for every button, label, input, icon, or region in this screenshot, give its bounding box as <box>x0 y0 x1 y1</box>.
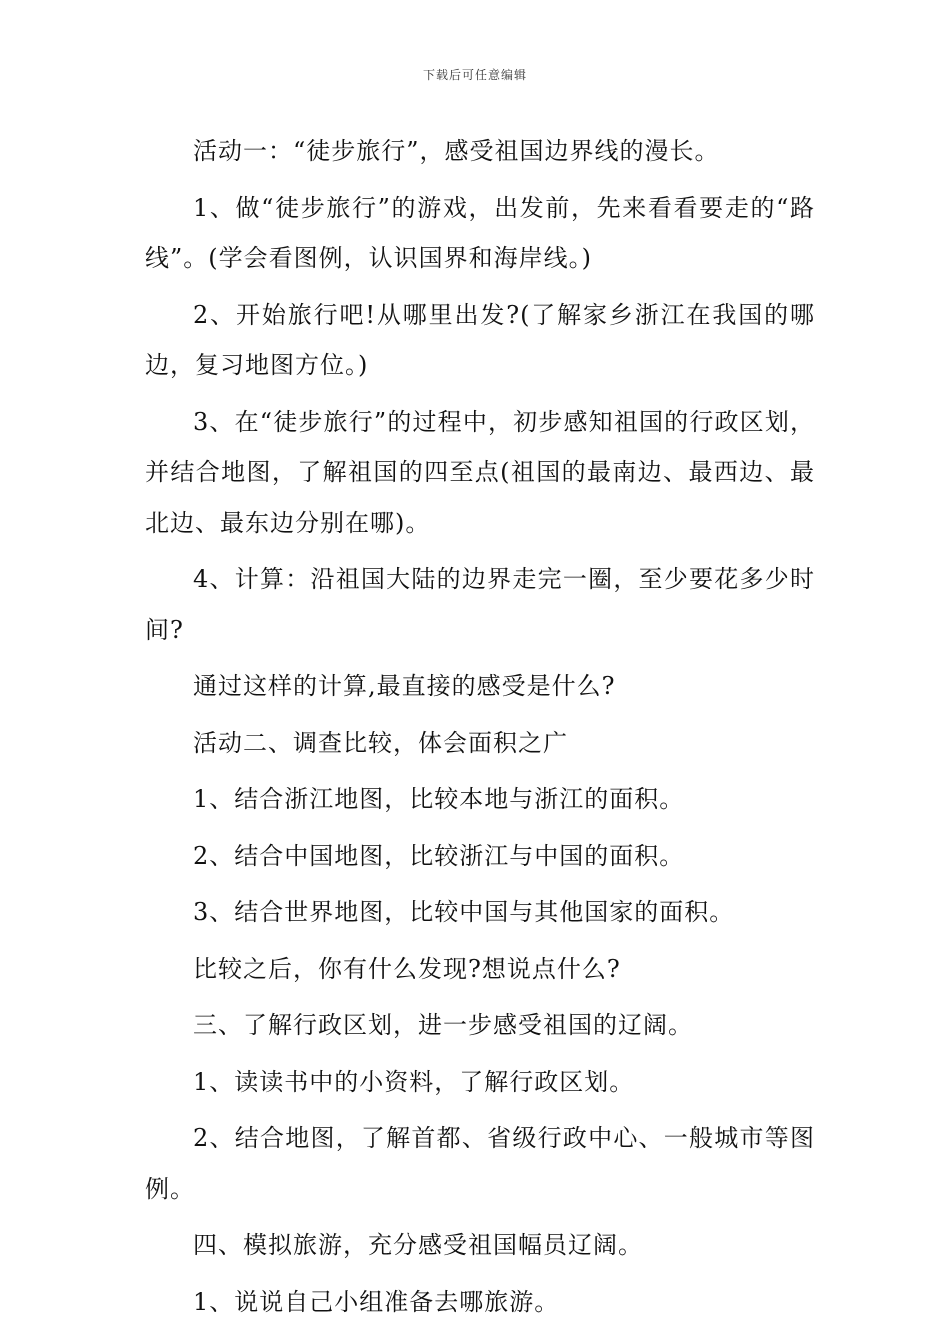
document-body <box>145 126 815 1333</box>
paragraph: 活动一：“徒步旅行”，感受祖国边界线的漫长。 <box>193 137 720 165</box>
paragraph: 2、结合地图，了解首都、省级行政中心、一般城市等图例。 <box>145 1124 815 1203</box>
paragraph: 4、计算：沿祖国大陆的边界走完一圈，至少要花多少时间? <box>145 565 815 644</box>
paragraph: 通过这样的计算,最直接的感受是什么? <box>193 672 616 700</box>
paragraph: 比较之后，你有什么发现?想说点什么? <box>193 954 621 983</box>
paragraph: 1、结合浙江地图，比较本地与浙江的面积。 <box>193 785 685 813</box>
paragraph: 3、在“徒步旅行”的过程中，初步感知祖国的行政区划，并结合地图，了解祖国的四至点(祖国的最南边、最西边、最北边、最东边分别在哪)。 <box>145 407 815 537</box>
paragraph: 三、了解行政区划，进一步感受祖国的辽阔。 <box>193 1011 693 1039</box>
paragraph: 2、结合中国地图，比较浙江与中国的面积。 <box>193 841 685 870</box>
page-header: 下载后可任意编辑 <box>422 68 527 82</box>
paragraph: 活动二、调查比较，体会面积之广 <box>193 728 568 757</box>
paragraph: 1、说说自己小组准备去哪旅游。 <box>193 1287 560 1316</box>
paragraph: 3、结合世界地图，比较中国与其他国家的面积。 <box>193 898 735 926</box>
paragraph: 四、模拟旅游，充分感受祖国幅员辽阔。 <box>193 1231 643 1259</box>
paragraph: 1、做“徒步旅行”的游戏，出发前，先来看看要走的“路线”。(学会看图例，认识国界和海岸线。) <box>145 193 815 272</box>
paragraph: 1、读读书中的小资料，了解行政区划。 <box>193 1067 635 1096</box>
paragraph: 2、开始旅行吧!从哪里出发?(了解家乡浙江在我国的哪边，复习地图方位。) <box>145 300 815 379</box>
